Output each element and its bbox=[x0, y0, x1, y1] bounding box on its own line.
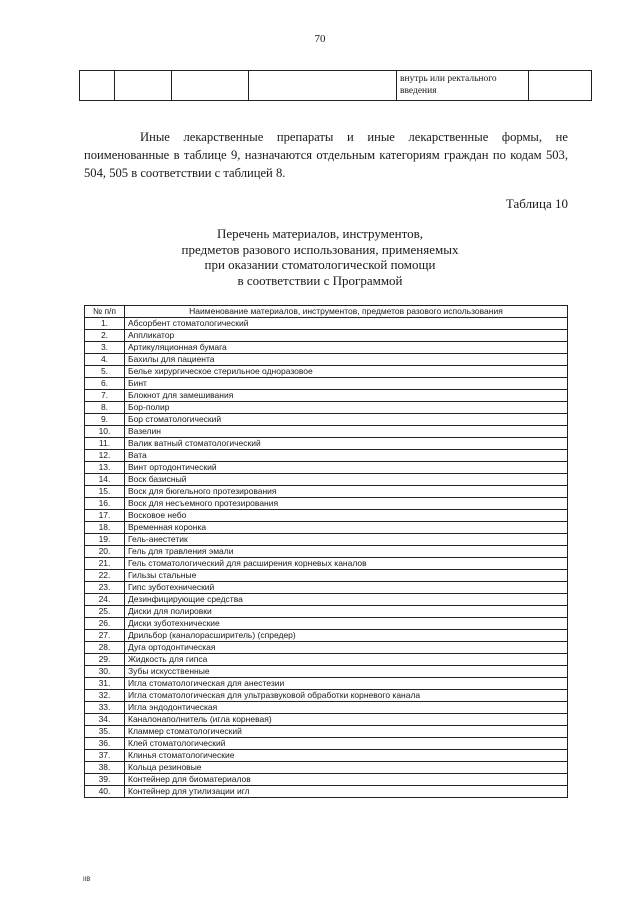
table-row bbox=[85, 426, 568, 438]
row-name: Клинья стоматологические bbox=[125, 750, 568, 762]
row-number: 30. bbox=[85, 666, 125, 678]
row-name: Вазелин bbox=[125, 426, 568, 438]
row-name: Белье хирургическое стерильное одноразовое bbox=[125, 366, 568, 378]
row-name: Аппликатор bbox=[125, 330, 568, 342]
row-number: 1. bbox=[85, 318, 125, 330]
row-number: 5. bbox=[85, 366, 125, 378]
page-number: 70 bbox=[314, 33, 326, 45]
table-row bbox=[85, 438, 568, 450]
row-name: Гель стоматологический для расширения корневых каналов bbox=[125, 558, 568, 570]
row-number: 36. bbox=[85, 738, 125, 750]
row-name: Винт ортодонтический bbox=[125, 462, 568, 474]
row-name: Игла стоматологическая для ультразвуковой обработки корневого канала bbox=[125, 690, 568, 702]
row-name: Воск базисный bbox=[125, 474, 568, 486]
row-name: Абсорбент стоматологический bbox=[125, 318, 568, 330]
row-name: Бор-полир bbox=[125, 402, 568, 414]
row-number: 2. bbox=[85, 330, 125, 342]
table-row bbox=[85, 474, 568, 486]
row-name: Игла эндодонтическая bbox=[125, 702, 568, 714]
table-row bbox=[85, 498, 568, 510]
row-number: 26. bbox=[85, 618, 125, 630]
table-row bbox=[85, 690, 568, 702]
row-name: Гильзы стальные bbox=[125, 570, 568, 582]
table-row bbox=[85, 714, 568, 726]
table-title-line: Перечень материалов, инструментов, bbox=[216, 226, 424, 241]
table-row bbox=[85, 666, 568, 678]
row-number: 3. bbox=[85, 342, 125, 354]
row-name: Игла стоматологическая для анестезии bbox=[125, 678, 568, 690]
previous-table-fragment bbox=[79, 70, 592, 101]
table-row bbox=[85, 774, 568, 786]
footer-code: ІІВ bbox=[83, 877, 91, 883]
header-name: Наименование материалов, инструментов, предметов разового использования bbox=[125, 306, 568, 318]
row-number: 38. bbox=[85, 762, 125, 774]
table-row bbox=[85, 762, 568, 774]
row-number: 35. bbox=[85, 726, 125, 738]
row-name: Диски зуботехнические bbox=[125, 618, 568, 630]
row-number: 29. bbox=[85, 654, 125, 666]
row-number: 7. bbox=[85, 390, 125, 402]
row-name: Артикуляционная бумага bbox=[125, 342, 568, 354]
row-number: 18. bbox=[85, 522, 125, 534]
paragraph: Иные лекарственные препараты и иные лекарственные формы, не поименованные в таблице 9, назначаются отдельным категориям граждан по кодам 503, 504, 505 в соответствии с таблицей 8. bbox=[84, 130, 568, 180]
row-name: Гель-анестетик bbox=[125, 534, 568, 546]
row-number: 19. bbox=[85, 534, 125, 546]
row-name: Кламмер стоматологический bbox=[125, 726, 568, 738]
table-row bbox=[85, 534, 568, 546]
row-number: 32. bbox=[85, 690, 125, 702]
row-name: Воск для несъемного протезирования bbox=[125, 498, 568, 510]
table-row bbox=[85, 786, 568, 798]
row-number: 27. bbox=[85, 630, 125, 642]
table-row bbox=[85, 594, 568, 606]
table-row bbox=[85, 642, 568, 654]
table-title-line: предметов разового использования, применяемых bbox=[181, 241, 459, 257]
empty-cell bbox=[115, 71, 172, 101]
table-row bbox=[85, 678, 568, 690]
table-row bbox=[85, 414, 568, 426]
row-number: 24. bbox=[85, 594, 125, 606]
row-number: 21. bbox=[85, 558, 125, 570]
row-number: 11. bbox=[85, 438, 125, 450]
table-row bbox=[85, 390, 568, 402]
table-row bbox=[85, 330, 568, 342]
row-number: 22. bbox=[85, 570, 125, 582]
table-row bbox=[85, 486, 568, 498]
table-row bbox=[85, 318, 568, 330]
row-name: Бор стоматологический bbox=[125, 414, 568, 426]
table-row bbox=[85, 582, 568, 594]
table-row bbox=[85, 354, 568, 366]
table-label: Таблица 10 bbox=[505, 196, 568, 211]
row-number: 8. bbox=[85, 402, 125, 414]
row-name: Гипс зуботехнический bbox=[125, 582, 568, 594]
row-number: 13. bbox=[85, 462, 125, 474]
row-name: Бинт bbox=[125, 378, 568, 390]
row-name: Каналонаполнитель (игла корневая) bbox=[125, 714, 568, 726]
row-name: Клей стоматологический bbox=[125, 738, 568, 750]
row-number: 14. bbox=[85, 474, 125, 486]
row-number: 34. bbox=[85, 714, 125, 726]
header-number: № п/п bbox=[85, 306, 125, 318]
table-row bbox=[85, 726, 568, 738]
row-name: Зубы искусственные bbox=[125, 666, 568, 678]
materials-table bbox=[84, 305, 568, 798]
table-row bbox=[85, 450, 568, 462]
row-name: Временная коронка bbox=[125, 522, 568, 534]
row-name: Блокнот для замешивания bbox=[125, 390, 568, 402]
row-number: 10. bbox=[85, 426, 125, 438]
table-row bbox=[85, 342, 568, 354]
table-row bbox=[85, 402, 568, 414]
row-name: Дезинфицирующие средства bbox=[125, 594, 568, 606]
row-number: 25. bbox=[85, 606, 125, 618]
table-row bbox=[85, 654, 568, 666]
table-row bbox=[85, 618, 568, 630]
table-row bbox=[85, 462, 568, 474]
row-name: Дуга ортодонтическая bbox=[125, 642, 568, 654]
row-number: 23. bbox=[85, 582, 125, 594]
row-number: 15. bbox=[85, 486, 125, 498]
table-header-row bbox=[85, 306, 568, 318]
table-row bbox=[85, 522, 568, 534]
empty-cell bbox=[80, 71, 115, 101]
row-name: Жидкость для гипса bbox=[125, 654, 568, 666]
row-number: 28. bbox=[85, 642, 125, 654]
table-row bbox=[85, 750, 568, 762]
table-title bbox=[0, 226, 640, 288]
row-name: Диски для полировки bbox=[125, 606, 568, 618]
table-row bbox=[85, 378, 568, 390]
table-row bbox=[85, 558, 568, 570]
row-number: 6. bbox=[85, 378, 125, 390]
row-name: Воск для бюгельного протезирования bbox=[125, 486, 568, 498]
table-row bbox=[85, 606, 568, 618]
row-number: 39. bbox=[85, 774, 125, 786]
row-number: 4. bbox=[85, 354, 125, 366]
row-name: Дрильбор (каналорасширитель) (спредер) bbox=[125, 630, 568, 642]
table-row bbox=[85, 546, 568, 558]
row-number: 12. bbox=[85, 450, 125, 462]
row-number: 16. bbox=[85, 498, 125, 510]
row-name: Гель для травления эмали bbox=[125, 546, 568, 558]
row-number: 40. bbox=[85, 786, 125, 798]
row-name: Контейнер для утилизации игл bbox=[125, 786, 568, 798]
table-row bbox=[85, 702, 568, 714]
route-cell: внутрь или ректального введения bbox=[397, 71, 529, 101]
row-name: Восковое небо bbox=[125, 510, 568, 522]
row-number: 33. bbox=[85, 702, 125, 714]
empty-cell bbox=[172, 71, 249, 101]
table-row bbox=[85, 570, 568, 582]
row-number: 31. bbox=[85, 678, 125, 690]
row-number: 37. bbox=[85, 750, 125, 762]
empty-cell bbox=[529, 71, 592, 101]
table-title-line: при оказании стоматологической помощи bbox=[204, 257, 436, 272]
row-name: Кольца резиновые bbox=[125, 762, 568, 774]
row-number: 20. bbox=[85, 546, 125, 558]
row-name: Бахилы для пациента bbox=[125, 354, 568, 366]
row-name: Вата bbox=[125, 450, 568, 462]
empty-cell bbox=[249, 71, 397, 101]
table-row bbox=[85, 738, 568, 750]
row-number: 9. bbox=[85, 414, 125, 426]
row-name: Валик ватный стоматологический bbox=[125, 438, 568, 450]
table-row bbox=[85, 630, 568, 642]
table-row bbox=[85, 366, 568, 378]
table-title-line: в соответствии с Программой bbox=[237, 272, 403, 288]
table-row bbox=[85, 510, 568, 522]
row-name: Контейнер для биоматериалов bbox=[125, 774, 568, 786]
row-number: 17. bbox=[85, 510, 125, 522]
